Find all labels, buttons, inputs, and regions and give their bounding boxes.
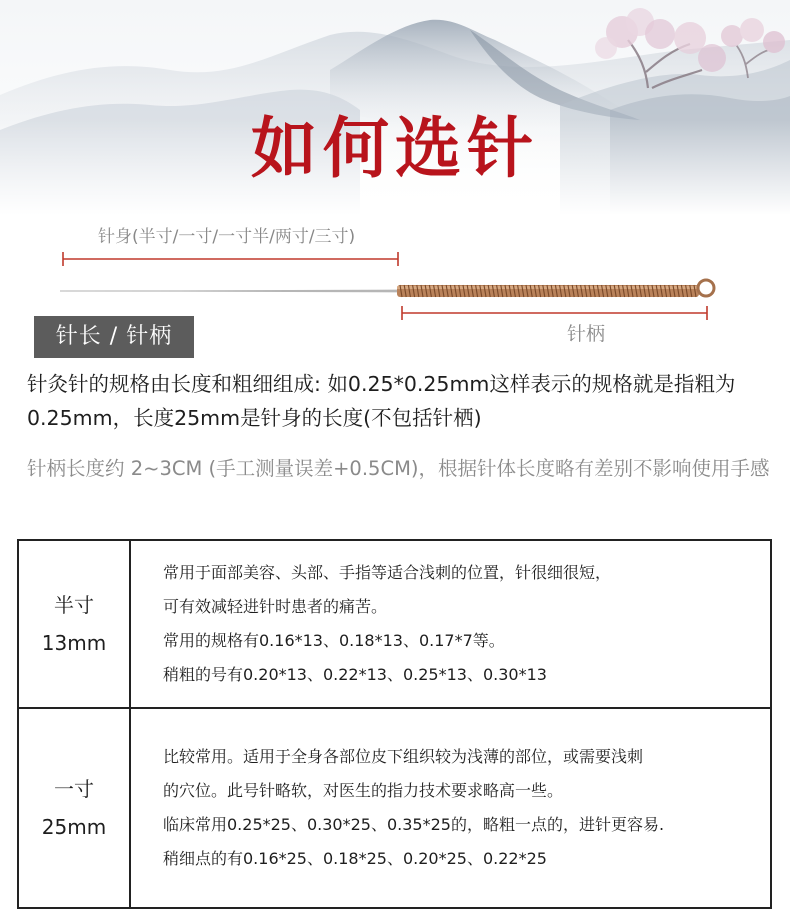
- handle-length-note: 针柄长度约 2~3CM (手工测量误差+0.5CM)，根据针体长度略有差别不影响使用手感: [27, 457, 770, 480]
- needle-body-label: 针身(半寸/一寸/一寸半/两寸/三寸): [98, 227, 356, 247]
- detail-line: 比较常用。适用于全身各部位皮下组织较为浅薄的部位，或需要浅刺: [163, 747, 644, 766]
- handle-label: 针柄: [567, 323, 606, 345]
- size-length: 25mm: [41, 815, 107, 839]
- detail-cell: [130, 708, 771, 908]
- size-cell: [18, 708, 130, 908]
- detail-line: 临床常用0.25*25、0.30*25、0.35*25的，略粗一点的，进针更容易.: [163, 815, 665, 834]
- detail-line: 稍粗的号有0.20*13、0.22*13、0.25*13、0.30*13: [163, 665, 547, 684]
- size-length: 13mm: [41, 631, 107, 655]
- needle-shaft: [60, 290, 398, 293]
- detail-line: 稍细点的有0.16*25、0.18*25、0.20*25、0.22*25: [163, 849, 547, 868]
- size-name: 一寸: [54, 777, 94, 801]
- needle-spec-table: [17, 539, 772, 909]
- detail-cell: [130, 540, 771, 708]
- length-handle-tag: 针长 / 针柄: [34, 316, 194, 358]
- table-row: [18, 540, 771, 708]
- handle-dimension-line: [402, 306, 707, 320]
- size-name: 半寸: [54, 593, 94, 617]
- spec-description: 针灸针的规格由长度和粗细组成: 如0.25*0.25mm这样表示的规格就是指粗为0.25mm，长度25mm是针身的长度(不包括针栖): [27, 372, 736, 430]
- detail-line: 常用的规格有0.16*13、0.18*13、0.17*7等。: [163, 631, 505, 650]
- detail-line: 可有效减轻进针时患者的痛苦。: [163, 597, 388, 616]
- needle-body-dimension-line: [63, 252, 398, 266]
- table-row: [18, 708, 771, 908]
- detail-line: 常用于面部美容、头部、手指等适合浅刺的位置，针很细很短，: [163, 563, 612, 582]
- size-cell: [18, 540, 130, 708]
- needle-handle: [397, 280, 714, 297]
- detail-line: 的穴位。此号针略软，对医生的指力技术要求略高一些。: [163, 781, 564, 800]
- page-title: 如何选针: [251, 109, 539, 187]
- needle-diagram: [0, 240, 790, 320]
